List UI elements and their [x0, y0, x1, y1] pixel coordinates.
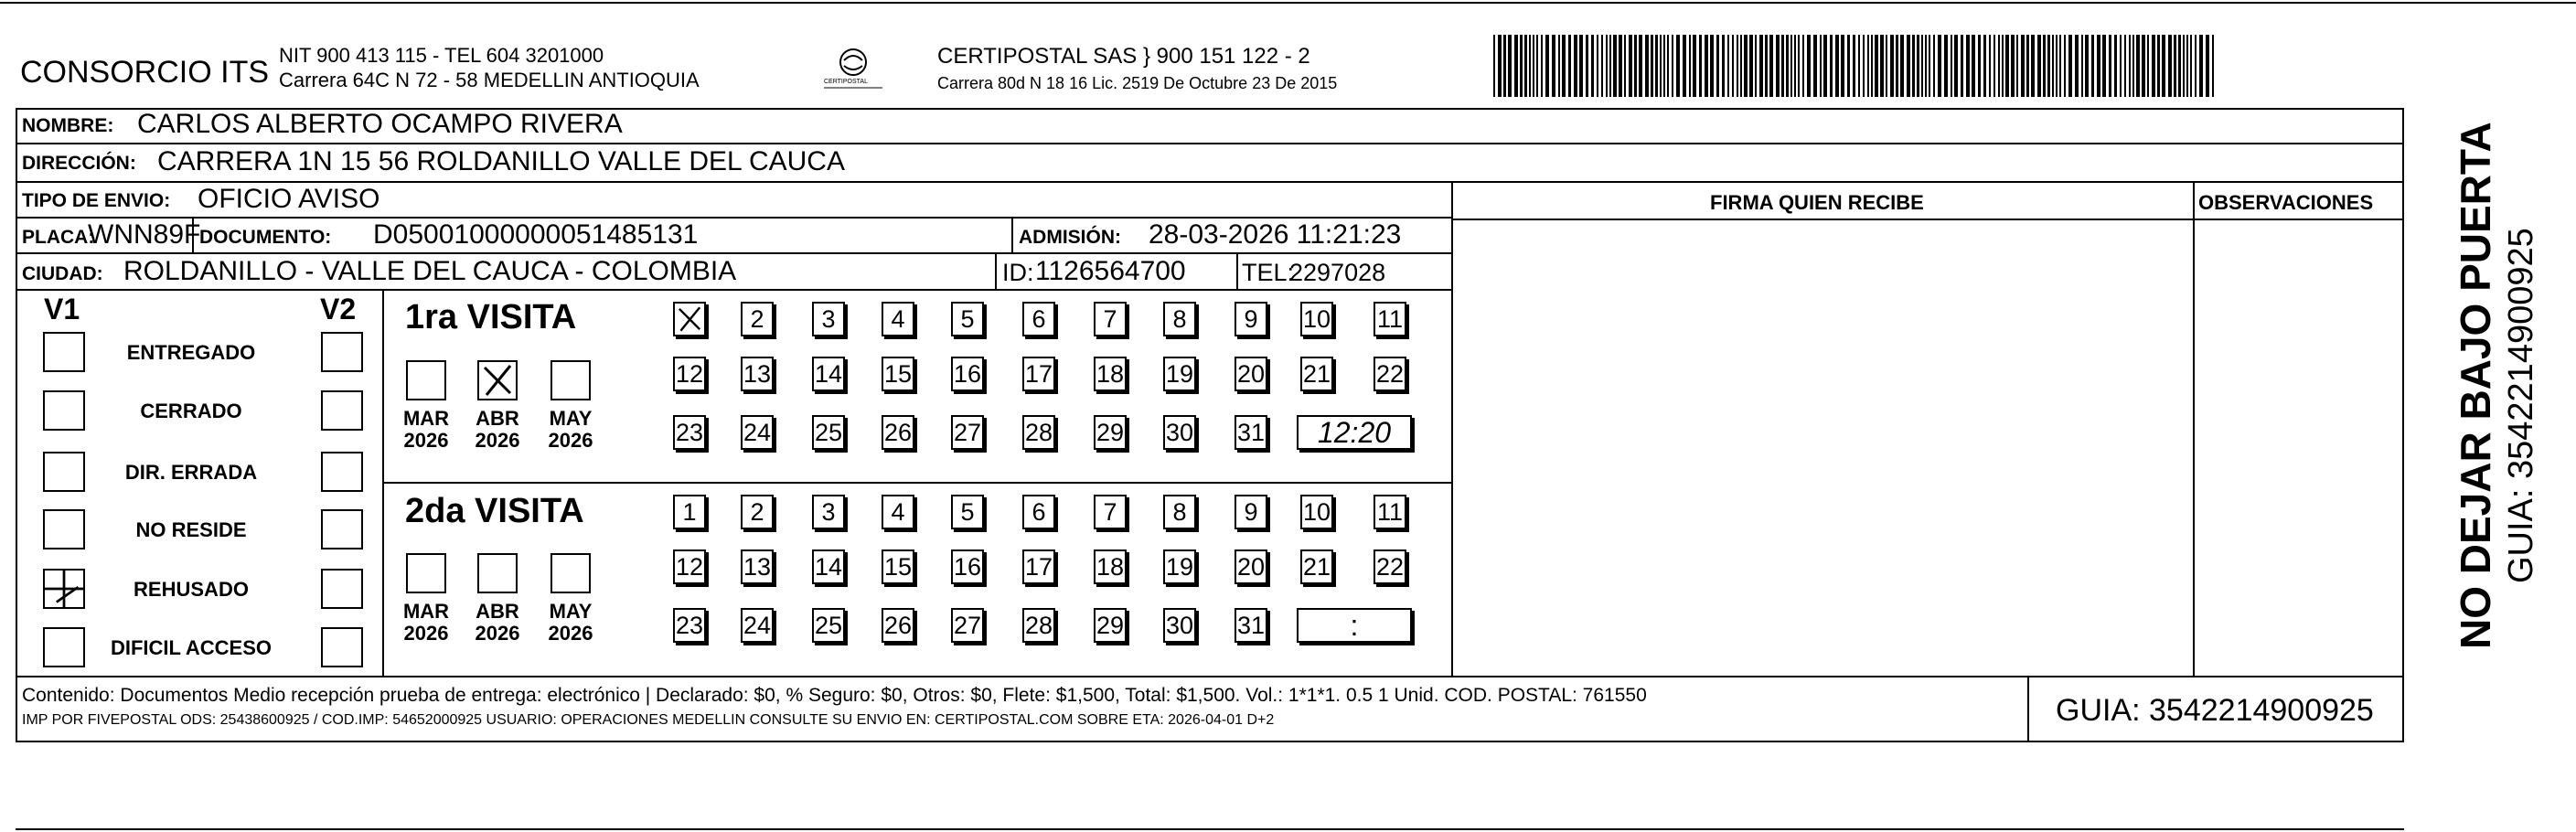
- placa-label: PLACA:: [22, 227, 95, 248]
- month-year: 2026: [548, 429, 593, 453]
- company-nit: NIT 900 413 115 - TEL 604 3201000: [279, 44, 604, 67]
- id-label: ID:: [1002, 259, 1034, 286]
- barcode-bar: [2195, 35, 2197, 97]
- barcode-bar: [2091, 35, 2094, 97]
- visit2-day-cell[interactable]: 21: [1300, 549, 1333, 584]
- footer-guia: GUIA: 3542214900925: [2056, 693, 2374, 728]
- status-label: DIFICIL ACCESO: [110, 636, 272, 659]
- barcode-bar: [1765, 35, 1768, 97]
- visit1-day-cell[interactable]: 21: [1300, 357, 1333, 391]
- barcode-bar: [1769, 35, 1773, 97]
- barcode-bar: [1820, 35, 1822, 97]
- barcode-bar: [2064, 35, 2066, 97]
- barcode-bar: [1896, 35, 1898, 97]
- barcode-bar: [1737, 35, 1738, 97]
- barcode-bar: [1634, 35, 1637, 97]
- barcode-bar: [1716, 35, 1719, 97]
- visit1-day-cell[interactable]: 20: [1235, 357, 1267, 391]
- visit2-day-cell[interactable]: 18: [1094, 549, 1127, 584]
- month-name: ABR: [476, 407, 519, 430]
- visit1-day-cell[interactable]: 22: [1374, 357, 1406, 391]
- barcode-bar: [1951, 35, 1952, 97]
- visit1-day-cell[interactable]: 17: [1022, 357, 1055, 391]
- barcode-bar: [1619, 35, 1622, 97]
- visit1-day-cell[interactable]: 10: [1300, 302, 1333, 336]
- barcode-bar: [1655, 35, 1658, 97]
- barcode-bar: [2097, 35, 2100, 97]
- visit1-day-cell[interactable]: 12: [673, 357, 706, 391]
- visit2-day-cell[interactable]: 24: [741, 608, 774, 643]
- barcode-bar: [2206, 35, 2209, 97]
- documento-label: DOCUMENTO:: [199, 227, 332, 248]
- barcode-bar: [2183, 35, 2185, 97]
- barcode-bar: [1601, 35, 1603, 97]
- visit2-day-cell[interactable]: 28: [1022, 608, 1055, 643]
- visit2-day-cell[interactable]: 2: [741, 495, 774, 529]
- certipostal-address: Carrera 80d N 18 16 Lic. 2519 De Octubre 23 De 2015: [937, 74, 1338, 92]
- nombre-value: CARLOS ALBERTO OCAMPO RIVERA: [137, 109, 623, 139]
- barcode-bar: [1998, 35, 2000, 97]
- visit1-day-cell[interactable]: 9: [1235, 302, 1267, 336]
- barcode-bar: [2114, 35, 2117, 97]
- barcode-bar: [1807, 35, 1811, 97]
- visit1-day-cell[interactable]: 3: [812, 302, 845, 336]
- visit1-day-cell[interactable]: 25: [812, 415, 845, 450]
- month-year: 2026: [475, 429, 520, 453]
- barcode-bar: [2068, 35, 2072, 97]
- month-year: 2026: [403, 429, 449, 453]
- barcode: [1493, 35, 2220, 97]
- barcode-bar: [1802, 35, 1804, 97]
- top-rule: [0, 2, 2576, 4]
- barcode-bar: [2075, 35, 2079, 97]
- barcode-bar: [2120, 35, 2122, 97]
- visit2-month-checkbox[interactable]: [550, 553, 591, 593]
- visit2-month-checkbox[interactable]: [477, 553, 518, 593]
- barcode-bar: [2132, 35, 2134, 97]
- barcode-bar: [1744, 35, 1748, 97]
- visit2-day-cell[interactable]: 17: [1022, 549, 1055, 584]
- barcode-bar: [1586, 35, 1588, 97]
- barcode-bar: [1676, 35, 1680, 97]
- barcode-bar: [1759, 35, 1763, 97]
- admision-value: 28-03-2026 11:21:23: [1149, 219, 1402, 250]
- month-name: MAY: [549, 407, 593, 430]
- visit2-day-cell[interactable]: 27: [951, 608, 984, 643]
- side-guia: GUIA: 3542214900925: [2502, 228, 2540, 583]
- barcode-bar: [1663, 35, 1665, 97]
- barcode-bar: [1672, 35, 1673, 97]
- barcode-bar: [1790, 35, 1792, 97]
- barcode-bar: [2005, 35, 2009, 97]
- barcode-bar: [1786, 35, 1789, 97]
- barcode-bar: [1972, 35, 1975, 97]
- visit1-day-cell[interactable]: 24: [741, 415, 774, 450]
- barcode-bar: [1880, 35, 1884, 97]
- visit2-day-cell[interactable]: 7: [1094, 495, 1127, 529]
- v2-header: V2: [320, 293, 357, 325]
- visit1-day-cell[interactable]: 23: [673, 415, 706, 450]
- barcode-bar: [2157, 35, 2160, 97]
- barcode-bar: [2199, 35, 2203, 97]
- visit2-day-cell[interactable]: 8: [1163, 495, 1196, 529]
- nombre-label: NOMBRE:: [22, 115, 114, 136]
- visit1-day-cell[interactable]: 8: [1163, 302, 1196, 336]
- contenido-text: Contenido: Documentos Medio recepción prueba de entrega: electrónico | Declarado: $0, % Seguro: $0, Otros: $0, Flete: $1,500, Total: $1,500. Vol.: 1*1*1. 0.5 1 Unid. COD. POSTAL: 761550: [22, 685, 1647, 706]
- barcode-bar: [1847, 35, 1850, 97]
- barcode-bar: [1699, 35, 1702, 97]
- barcode-bar: [1536, 35, 1538, 97]
- barcode-bar: [1558, 35, 1560, 97]
- imp-text: IMP POR FIVEPOSTAL ODS: 25438600925 / COD.IMP: 54652000925 USUARIO: OPERACIONES MEDELLIN CONSULTE SU ENVIO EN: CERTIPOSTAL.COM SOBRE ETA: 2026-04-01 D+2: [22, 712, 1275, 728]
- status-label: REHUSADO: [134, 578, 249, 601]
- status-label: NO RESIDE: [135, 518, 247, 541]
- barcode-bar: [1689, 35, 1691, 97]
- barcode-bar: [1776, 35, 1780, 97]
- barcode-bar: [1900, 35, 1904, 97]
- barcode-bar: [1917, 35, 1919, 97]
- barcode-bar: [2162, 35, 2165, 97]
- visit1-day-cell[interactable]: 29: [1094, 415, 1127, 450]
- barcode-bar: [1683, 35, 1686, 97]
- visit2-day-cell[interactable]: 9: [1235, 495, 1267, 529]
- visit1-day-cell[interactable]: 26: [882, 415, 914, 450]
- visit1-day-cell[interactable]: 6: [1022, 302, 1055, 336]
- firma-header: FIRMA QUIEN RECIBE: [1710, 191, 1924, 214]
- barcode-bar: [1533, 35, 1534, 97]
- barcode-bar: [1867, 35, 1869, 97]
- barcode-bar: [1591, 35, 1594, 97]
- ciudad-label: CIUDAD:: [22, 263, 103, 284]
- visit1-month-checkbox[interactable]: [406, 360, 446, 400]
- barcode-bar: [1835, 35, 1839, 97]
- visit1-title: 1ra VISITA: [405, 298, 577, 336]
- barcode-bar: [1929, 35, 1930, 97]
- observaciones-header: OBSERVACIONES: [2198, 191, 2374, 214]
- barcode-bar: [2129, 35, 2131, 97]
- barcode-bar: [1606, 35, 1608, 97]
- barcode-bar: [1568, 35, 1571, 97]
- barcode-bar: [1740, 35, 1742, 97]
- barcode-bar: [2031, 35, 2035, 97]
- barcode-bar: [1890, 35, 1894, 97]
- barcode-bar: [2109, 35, 2111, 97]
- barcode-bar: [2026, 35, 2029, 97]
- barcode-bar: [2081, 35, 2083, 97]
- barcode-bar: [2102, 35, 2106, 97]
- visit2-day-cell[interactable]: 4: [882, 495, 914, 529]
- barcode-bar: [1966, 35, 1970, 97]
- barcode-bar: [2052, 35, 2054, 97]
- barcode-bar: [2174, 35, 2176, 97]
- barcode-bar: [2085, 35, 2089, 97]
- barcode-bar: [1954, 35, 1958, 97]
- v1-header: V1: [44, 293, 80, 325]
- month-year: 2026: [548, 622, 593, 645]
- direccion-value: CARRERA 1N 15 56 ROLDANILLO VALLE DEL CAUCA: [157, 146, 845, 176]
- no-dejar-bajo-puerta: NO DEJAR BAJO PUERTA: [2452, 122, 2499, 649]
- status-label: DIR. ERRADA: [124, 461, 258, 484]
- barcode-bar: [1552, 35, 1555, 97]
- visit1-day-cell[interactable]: 5: [951, 302, 984, 336]
- barcode-bar: [1794, 35, 1796, 97]
- visit1-day-cell[interactable]: 7: [1094, 302, 1127, 336]
- barcode-bar: [1693, 35, 1696, 97]
- barcode-bar: [1562, 35, 1566, 97]
- visit1-day-cell[interactable]: 18: [1094, 357, 1127, 391]
- visit2-day-cell[interactable]: 30: [1163, 608, 1196, 643]
- placa-value: WNN89F: [88, 219, 201, 250]
- barcode-bar: [1886, 35, 1887, 97]
- visit2-time-box[interactable]: :: [1297, 608, 1412, 643]
- barcode-bar: [2142, 35, 2145, 97]
- month-name: MAR: [402, 407, 450, 430]
- certipostal-nit: CERTIPOSTAL SAS } 900 151 122 - 2: [937, 44, 1310, 69]
- barcode-bar: [1798, 35, 1800, 97]
- barcode-bar: [1938, 35, 1941, 97]
- barcode-bar: [2186, 35, 2188, 97]
- barcode-bar: [1749, 35, 1753, 97]
- certipostal-logo: [817, 44, 890, 99]
- bottom-rule: [16, 828, 2404, 830]
- visit1-day-cell[interactable]: 2: [741, 302, 774, 336]
- barcode-bar: [1722, 35, 1725, 97]
- visit2-day-cell[interactable]: 20: [1235, 549, 1267, 584]
- visit2-month-checkbox[interactable]: [406, 553, 446, 593]
- barcode-bar: [1921, 35, 1923, 97]
- barcode-bar: [2190, 35, 2192, 97]
- barcode-bar: [1597, 35, 1598, 97]
- direccion-label: DIRECCIÓN:: [22, 153, 136, 174]
- barcode-bar: [2147, 35, 2149, 97]
- visit1-day-cell[interactable]: 27: [951, 415, 984, 450]
- barcode-bar: [1993, 35, 1995, 97]
- id-value: 1126564700: [1035, 256, 1186, 286]
- barcode-bar: [1624, 35, 1626, 97]
- barcode-bar: [2212, 35, 2214, 97]
- visit2-day-cell[interactable]: 23: [673, 608, 706, 643]
- barcode-bar: [1944, 35, 1948, 97]
- barcode-bar: [1823, 35, 1827, 97]
- visit2-month-label: [468, 601, 527, 645]
- barcode-bar: [1853, 35, 1855, 97]
- barcode-bar: [1705, 35, 1708, 97]
- tipo-label: TIPO DE ENVIO:: [22, 190, 171, 211]
- month-year: 2026: [403, 622, 449, 645]
- barcode-bar: [2037, 35, 2041, 97]
- visit1-month-label: [541, 408, 600, 452]
- visit2-day-cell[interactable]: 31: [1235, 608, 1267, 643]
- tel-label: TEL:: [1242, 259, 1295, 286]
- barcode-bar: [2043, 35, 2046, 97]
- barcode-bar: [1645, 35, 1649, 97]
- visit1-month-label: [468, 408, 527, 452]
- barcode-bar: [1508, 35, 1512, 97]
- barcode-bar: [1727, 35, 1729, 97]
- visit2-month-label: [541, 601, 600, 645]
- barcode-bar: [1858, 35, 1860, 97]
- barcode-bar: [1871, 35, 1873, 97]
- barcode-bar: [1493, 35, 1495, 97]
- visit1-day-cell[interactable]: [673, 302, 706, 336]
- visit2-day-cell[interactable]: 25: [812, 608, 845, 643]
- barcode-bar: [1660, 35, 1662, 97]
- barcode-bar: [2011, 35, 2015, 97]
- tel-value: 2297028: [1289, 259, 1386, 286]
- barcode-bar: [1651, 35, 1653, 97]
- month-name: MAR: [402, 600, 450, 623]
- visit1-day-cell[interactable]: 16: [951, 357, 984, 391]
- barcode-bar: [1545, 35, 1549, 97]
- visit2-day-cell[interactable]: 1: [673, 495, 706, 529]
- visit2-day-cell[interactable]: 10: [1300, 495, 1333, 529]
- barcode-bar: [2124, 35, 2126, 97]
- barcode-bar: [1529, 35, 1531, 97]
- barcode-bar: [1524, 35, 1527, 97]
- visit1-day-cell[interactable]: 15: [882, 357, 914, 391]
- barcode-bar: [1579, 35, 1583, 97]
- barcode-bar: [1933, 35, 1935, 97]
- barcode-bar: [2059, 35, 2061, 97]
- barcode-bar: [1503, 35, 1506, 97]
- visit1-day-cell[interactable]: 13: [741, 357, 774, 391]
- barcode-bar: [1781, 35, 1784, 97]
- barcode-bar: [1841, 35, 1844, 97]
- barcode-bar: [1574, 35, 1577, 97]
- barcode-bar: [1609, 35, 1611, 97]
- visit1-month-checkbox[interactable]: [550, 360, 591, 400]
- admision-label: ADMISIÓN:: [1019, 227, 1121, 248]
- visit2-day-cell[interactable]: 12: [673, 549, 706, 584]
- barcode-bar: [1925, 35, 1927, 97]
- visit1-month-checkbox[interactable]: [477, 360, 518, 400]
- barcode-bar: [1639, 35, 1642, 97]
- status-label: CERRADO: [140, 400, 242, 422]
- barcode-bar: [1813, 35, 1817, 97]
- barcode-bar: [2136, 35, 2140, 97]
- visit1-day-cell[interactable]: 11: [1374, 302, 1406, 336]
- visit2-day-cell[interactable]: 15: [882, 549, 914, 584]
- visit2-day-cell[interactable]: 29: [1094, 608, 1127, 643]
- logo-caption: CERTIPOSTAL: [824, 79, 868, 85]
- barcode-bar: [1875, 35, 1878, 97]
- month-year: 2026: [475, 622, 520, 645]
- visit1-day-cell[interactable]: 19: [1163, 357, 1196, 391]
- documento-value: D05001000000051485131: [373, 219, 699, 250]
- barcode-bar: [1629, 35, 1632, 97]
- barcode-bar: [1667, 35, 1669, 97]
- visit1-day-cell[interactable]: 31: [1235, 415, 1267, 450]
- barcode-bar: [1613, 35, 1617, 97]
- barcode-bar: [1755, 35, 1757, 97]
- barcode-bar: [1989, 35, 1991, 97]
- visit1-day-cell[interactable]: 28: [1022, 415, 1055, 450]
- barcode-bar: [1912, 35, 1915, 97]
- barcode-bar: [1498, 35, 1502, 97]
- visit2-day-cell[interactable]: 6: [1022, 495, 1055, 529]
- visit2-day-cell[interactable]: 3: [812, 495, 845, 529]
- visit2-day-cell[interactable]: 13: [741, 549, 774, 584]
- month-name: MAY: [549, 600, 593, 623]
- barcode-bar: [1732, 35, 1734, 97]
- visit2-day-cell[interactable]: 22: [1374, 549, 1406, 584]
- barcode-bar: [2047, 35, 2050, 97]
- barcode-bar: [2178, 35, 2181, 97]
- visit1-time-box[interactable]: 12:20: [1297, 415, 1412, 450]
- visit2-day-cell[interactable]: 11: [1374, 495, 1406, 529]
- visit2-title: 2da VISITA: [405, 492, 584, 530]
- barcode-bar: [1863, 35, 1865, 97]
- barcode-bar: [1710, 35, 1714, 97]
- barcode-bar: [2152, 35, 2155, 97]
- barcode-bar: [1830, 35, 1833, 97]
- tipo-value: OFICIO AVISO: [198, 184, 380, 214]
- barcode-bar: [2002, 35, 2004, 97]
- month-name: ABR: [476, 600, 519, 623]
- visit2-day-cell[interactable]: 26: [882, 608, 914, 643]
- visit2-month-label: [397, 601, 455, 645]
- visit2-day-cell[interactable]: 16: [951, 549, 984, 584]
- visit2-day-cell[interactable]: 19: [1163, 549, 1196, 584]
- ciudad-value: ROLDANILLO - VALLE DEL CAUCA - COLOMBIA: [123, 256, 737, 286]
- visit1-month-label: [397, 408, 455, 452]
- status-label: ENTREGADO: [126, 341, 256, 364]
- barcode-bar: [1983, 35, 1986, 97]
- company-address: Carrera 64C N 72 - 58 MEDELLIN ANTIOQUIA: [279, 69, 700, 91]
- barcode-bar: [2056, 35, 2058, 97]
- barcode-bar: [2021, 35, 2025, 97]
- visit1-day-cell[interactable]: 30: [1163, 415, 1196, 450]
- barcode-bar: [1520, 35, 1523, 97]
- barcode-bar: [1514, 35, 1518, 97]
- company-name: CONSORCIO ITS: [20, 55, 270, 90]
- barcode-bar: [1961, 35, 1963, 97]
- visit2-day-cell[interactable]: 5: [951, 495, 984, 529]
- barcode-bar: [2168, 35, 2172, 97]
- visit1-day-cell[interactable]: 4: [882, 302, 914, 336]
- visit1-day-cell[interactable]: 14: [812, 357, 845, 391]
- barcode-bar: [1907, 35, 1910, 97]
- barcode-bar: [1541, 35, 1543, 97]
- barcode-bar: [2016, 35, 2018, 97]
- barcode-bar: [1978, 35, 1981, 97]
- visit2-day-cell[interactable]: 14: [812, 549, 845, 584]
